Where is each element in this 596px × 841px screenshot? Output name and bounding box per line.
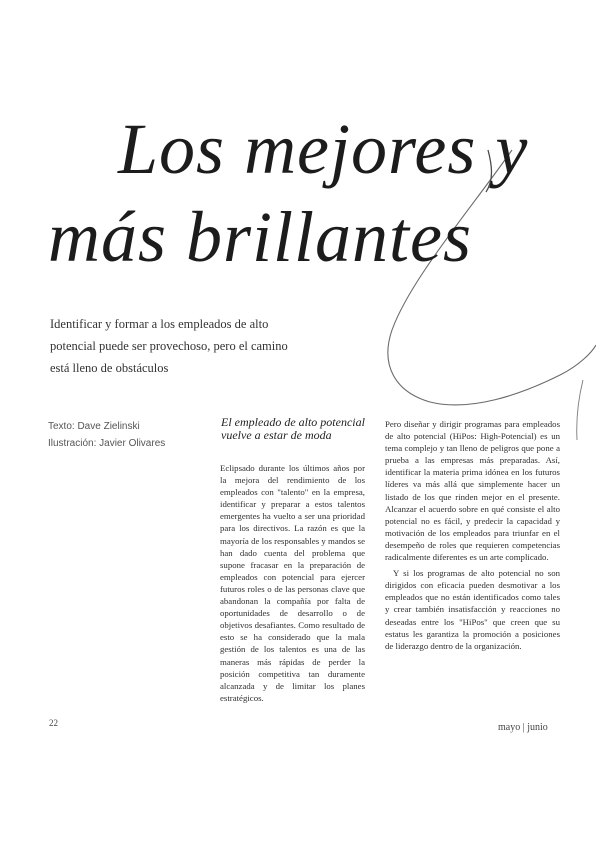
credits xyxy=(48,418,208,452)
credit-text-author: Texto: Dave Zielinski xyxy=(48,421,140,432)
page-number: 22 xyxy=(49,718,58,728)
body-column-1 xyxy=(220,462,365,704)
column-2-paragraph-1: Pero diseñar y dirigir programas para empleados de alto potencial (HiPos: High-Potencial) es un tema complejo y tan lleno de peligros que pone a prueba a las empresas más preparadas. Así, identificar la materia prima idónea en los futuros líderes va más allá que simplemente hacer un listado de los que rinden mejor en el presente. Alcanzar el acuerdo sobre en qué consiste el alto potencial no es fácil, y predecir la capacidad y motivación de los empleados para triunfar en el desempeño de roles que requieren competencias radicalmente diferentes es un arte complicado. xyxy=(385,419,560,563)
issue-label: mayo | junio xyxy=(498,722,548,733)
credit-illustration: Ilustración: Javier Olivares xyxy=(48,438,166,449)
lead-paragraph: Identificar y formar a los empleados de alto potencial puede ser provechoso, pero el camino está lleno de obstáculos xyxy=(50,317,288,375)
column-1-paragraph-1: Eclipsado durante los últimos años por la mejora del rendimiento de los empleados con "talento" en la empresa, identificar y preparar a estos talentos emergentes ha vuelto a ser una prioridad para los directivos. La razón es que la mayoría de los responsables y mandos se han dado cuenta del problema que supone fracasar en la preparación de empleados con potencial para ejercer futuros roles o de las personas clave que abandonan la compañía por falta de oportunidades de desarrollo o de objetivos desafiantes. Como resultado de esto se ha considerado que la mala gestión de los talentos es una de las maneras más rápidas de perder la posición competitiva tan duramente alcanzada y de limitar los planes estratégicos. xyxy=(220,463,365,703)
article-subhead: El empleado de alto potencial vuelve a estar de moda xyxy=(221,415,365,442)
title-line-1: Los mejores y xyxy=(118,109,529,189)
title-line-2: más brillantes xyxy=(48,197,473,277)
body-column-2 xyxy=(385,418,560,652)
column-2-paragraph-2: Y si los programas de alto potencial no son dirigidos con eficacia pueden desmotivar a los empleados que no están identificados como tales y crear también insatisfacción y reacciones no deseadas entre los "HiPos" que creen que su estatus les garantiza la promoción a posiciones de liderazgo dentro de la organización. xyxy=(385,568,560,651)
